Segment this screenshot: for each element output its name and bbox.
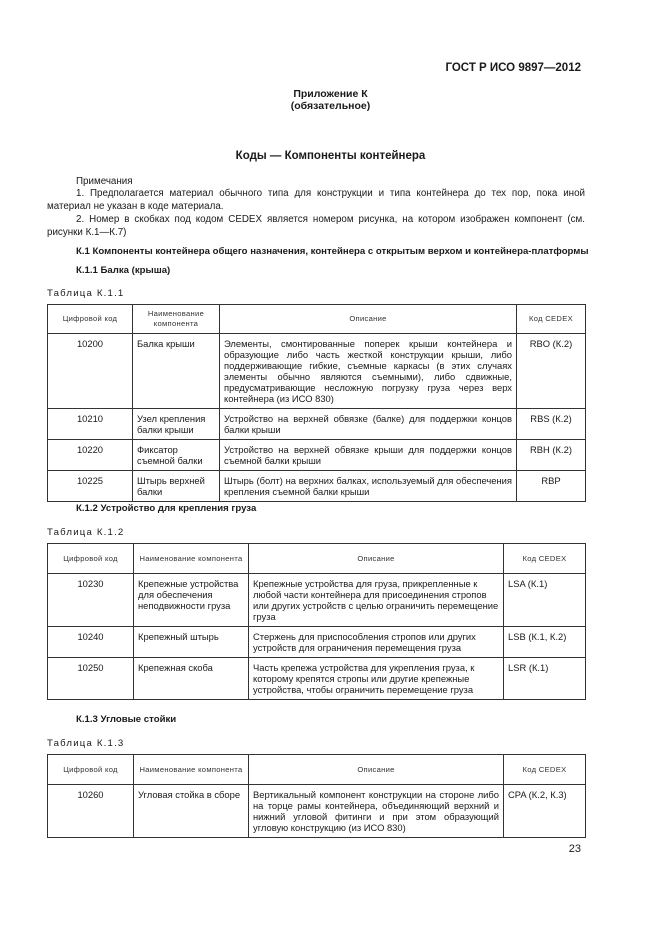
section-k13-heading: К.1.3 Угловые стойки — [76, 714, 177, 725]
section-k11-heading: К.1.1 Балка (крыша) — [76, 265, 171, 276]
column-header-desc: Описание — [220, 305, 517, 334]
cell-cedex: LSR (К.1) — [504, 658, 586, 700]
cell-name: Балка крыши — [133, 334, 220, 409]
table-header-row — [48, 544, 586, 574]
cell-name: Узел крепления балки крыши — [133, 409, 220, 440]
cell-name: Угловая стойка в сборе — [134, 785, 249, 838]
column-header-code: Цифровой код — [48, 305, 133, 334]
note-1: 1. Предполагается материал обычного типа для конструкции и типа контейнера до тех пор, пока иной материал не указан в коде материала. — [47, 188, 585, 212]
cell-code: 10250 — [48, 658, 134, 700]
cell-desc: Крепежные устройства для груза, прикрепленные к любой части контейнера для присоединения стропов или других устройств с целью ограничить перемещение груза — [249, 574, 504, 627]
appendix-status: (обязательное) — [290, 100, 371, 112]
column-header-desc: Описание — [249, 544, 504, 574]
column-header-desc: Описание — [249, 755, 504, 785]
cell-desc: Стержень для приспособления стропов или других устройств для ограничения перемещения груза — [249, 627, 504, 658]
cell-code: 10220 — [48, 440, 133, 471]
column-header-name: Наименование компонента — [133, 305, 220, 334]
cell-cedex: CPA (К.2, К.3) — [504, 785, 586, 838]
table-k13 — [47, 754, 586, 838]
cell-desc: Элементы, смонтированные поперек крыши контейнера и образующие либо часть жесткой конструкции крыши, либо поддерживающие гибкие, съемные каркасы (в этих случаях элементы обычно являются съемными), либо сдвижные, предусматривающие несложную погрузку груза через верх контейнера (из ИСО 830) — [220, 334, 517, 409]
cell-code: 10260 — [48, 785, 134, 838]
table-header-row — [48, 755, 586, 785]
standard-number: ГОСТ Р ИСО 9897—2012 — [445, 62, 581, 74]
table-row — [48, 658, 586, 700]
cell-code: 10225 — [48, 471, 133, 502]
table-header-row — [48, 305, 586, 334]
table-row — [48, 574, 586, 627]
cell-desc: Штырь (болт) на верхних балках, используемый для обеспечения крепления съемной балки крыши — [220, 471, 517, 502]
cell-name: Штырь верхней балки — [133, 471, 220, 502]
cell-cedex: LSA (К.1) — [504, 574, 586, 627]
column-header-name: Наименование компонента — [134, 755, 249, 785]
cell-cedex: RBO (К.2) — [517, 334, 586, 409]
notes-heading: Примечания — [76, 176, 133, 187]
column-header-code: Цифровой код — [48, 755, 134, 785]
cell-desc: Часть крепежа устройства для укрепления груза, к которому крепятся стропы или другие крепежные устройства, чтобы ограничить перемещение груза — [249, 658, 504, 700]
cell-cedex: LSB (К.1, К.2) — [504, 627, 586, 658]
cell-desc: Вертикальный компонент конструкции на стороне либо на торце рамы контейнера, объединяющий верхний и нижний угловой фитинги и при этом образующий угловую конструкцию (из ИСО 830) — [249, 785, 504, 838]
cell-name: Крепежный штырь — [134, 627, 249, 658]
table-row — [48, 471, 586, 502]
section-k12-heading: К.1.2 Устройство для крепления груза — [76, 503, 257, 514]
table-row — [48, 440, 586, 471]
section-k1-heading: К.1 Компоненты контейнера общего назначения, контейнера с открытым верхом и контейнера-платформы — [76, 246, 589, 257]
table-k12 — [47, 543, 586, 700]
cell-code: 10230 — [48, 574, 134, 627]
cell-cedex: RBS (К.2) — [517, 409, 586, 440]
page-title: Коды — Компоненты контейнера — [235, 150, 426, 162]
cell-cedex: RBH (К.2) — [517, 440, 586, 471]
table-k11 — [47, 304, 586, 502]
cell-name: Фиксатор съемной балки — [133, 440, 220, 471]
table-row — [48, 627, 586, 658]
table-k11-caption: Таблица К.1.1 — [47, 288, 125, 299]
cell-desc: Устройство на верхней обвязке крыши для поддержки концов съемной балки крыши — [220, 440, 517, 471]
column-header-cedex: Код CEDEX — [504, 755, 586, 785]
appendix-title: Приложение К — [293, 88, 368, 100]
table-k13-caption: Таблица К.1.3 — [47, 738, 125, 749]
column-header-name: Наименование компонента — [134, 544, 249, 574]
cell-desc: Устройство на верхней обвязке (балке) для поддержки концов балки крыши — [220, 409, 517, 440]
cell-name: Крепежные устройства для обеспечения неподвижности груза — [134, 574, 249, 627]
cell-code: 10210 — [48, 409, 133, 440]
table-row — [48, 409, 586, 440]
cell-cedex: RBP — [517, 471, 586, 502]
page-number: 23 — [568, 843, 581, 855]
column-header-cedex: Код CEDEX — [517, 305, 586, 334]
note-2: 2. Номер в скобках под кодом CEDEX является номером рисунка, на котором изображен компонент (см. рисунки К.1—К.7) — [47, 214, 585, 238]
cell-name: Крепежная скоба — [134, 658, 249, 700]
cell-code: 10240 — [48, 627, 134, 658]
cell-code: 10200 — [48, 334, 133, 409]
table-row — [48, 785, 586, 838]
column-header-code: Цифровой код — [48, 544, 134, 574]
table-row — [48, 334, 586, 409]
column-header-cedex: Код CEDEX — [504, 544, 586, 574]
table-k12-caption: Таблица К.1.2 — [47, 527, 125, 538]
